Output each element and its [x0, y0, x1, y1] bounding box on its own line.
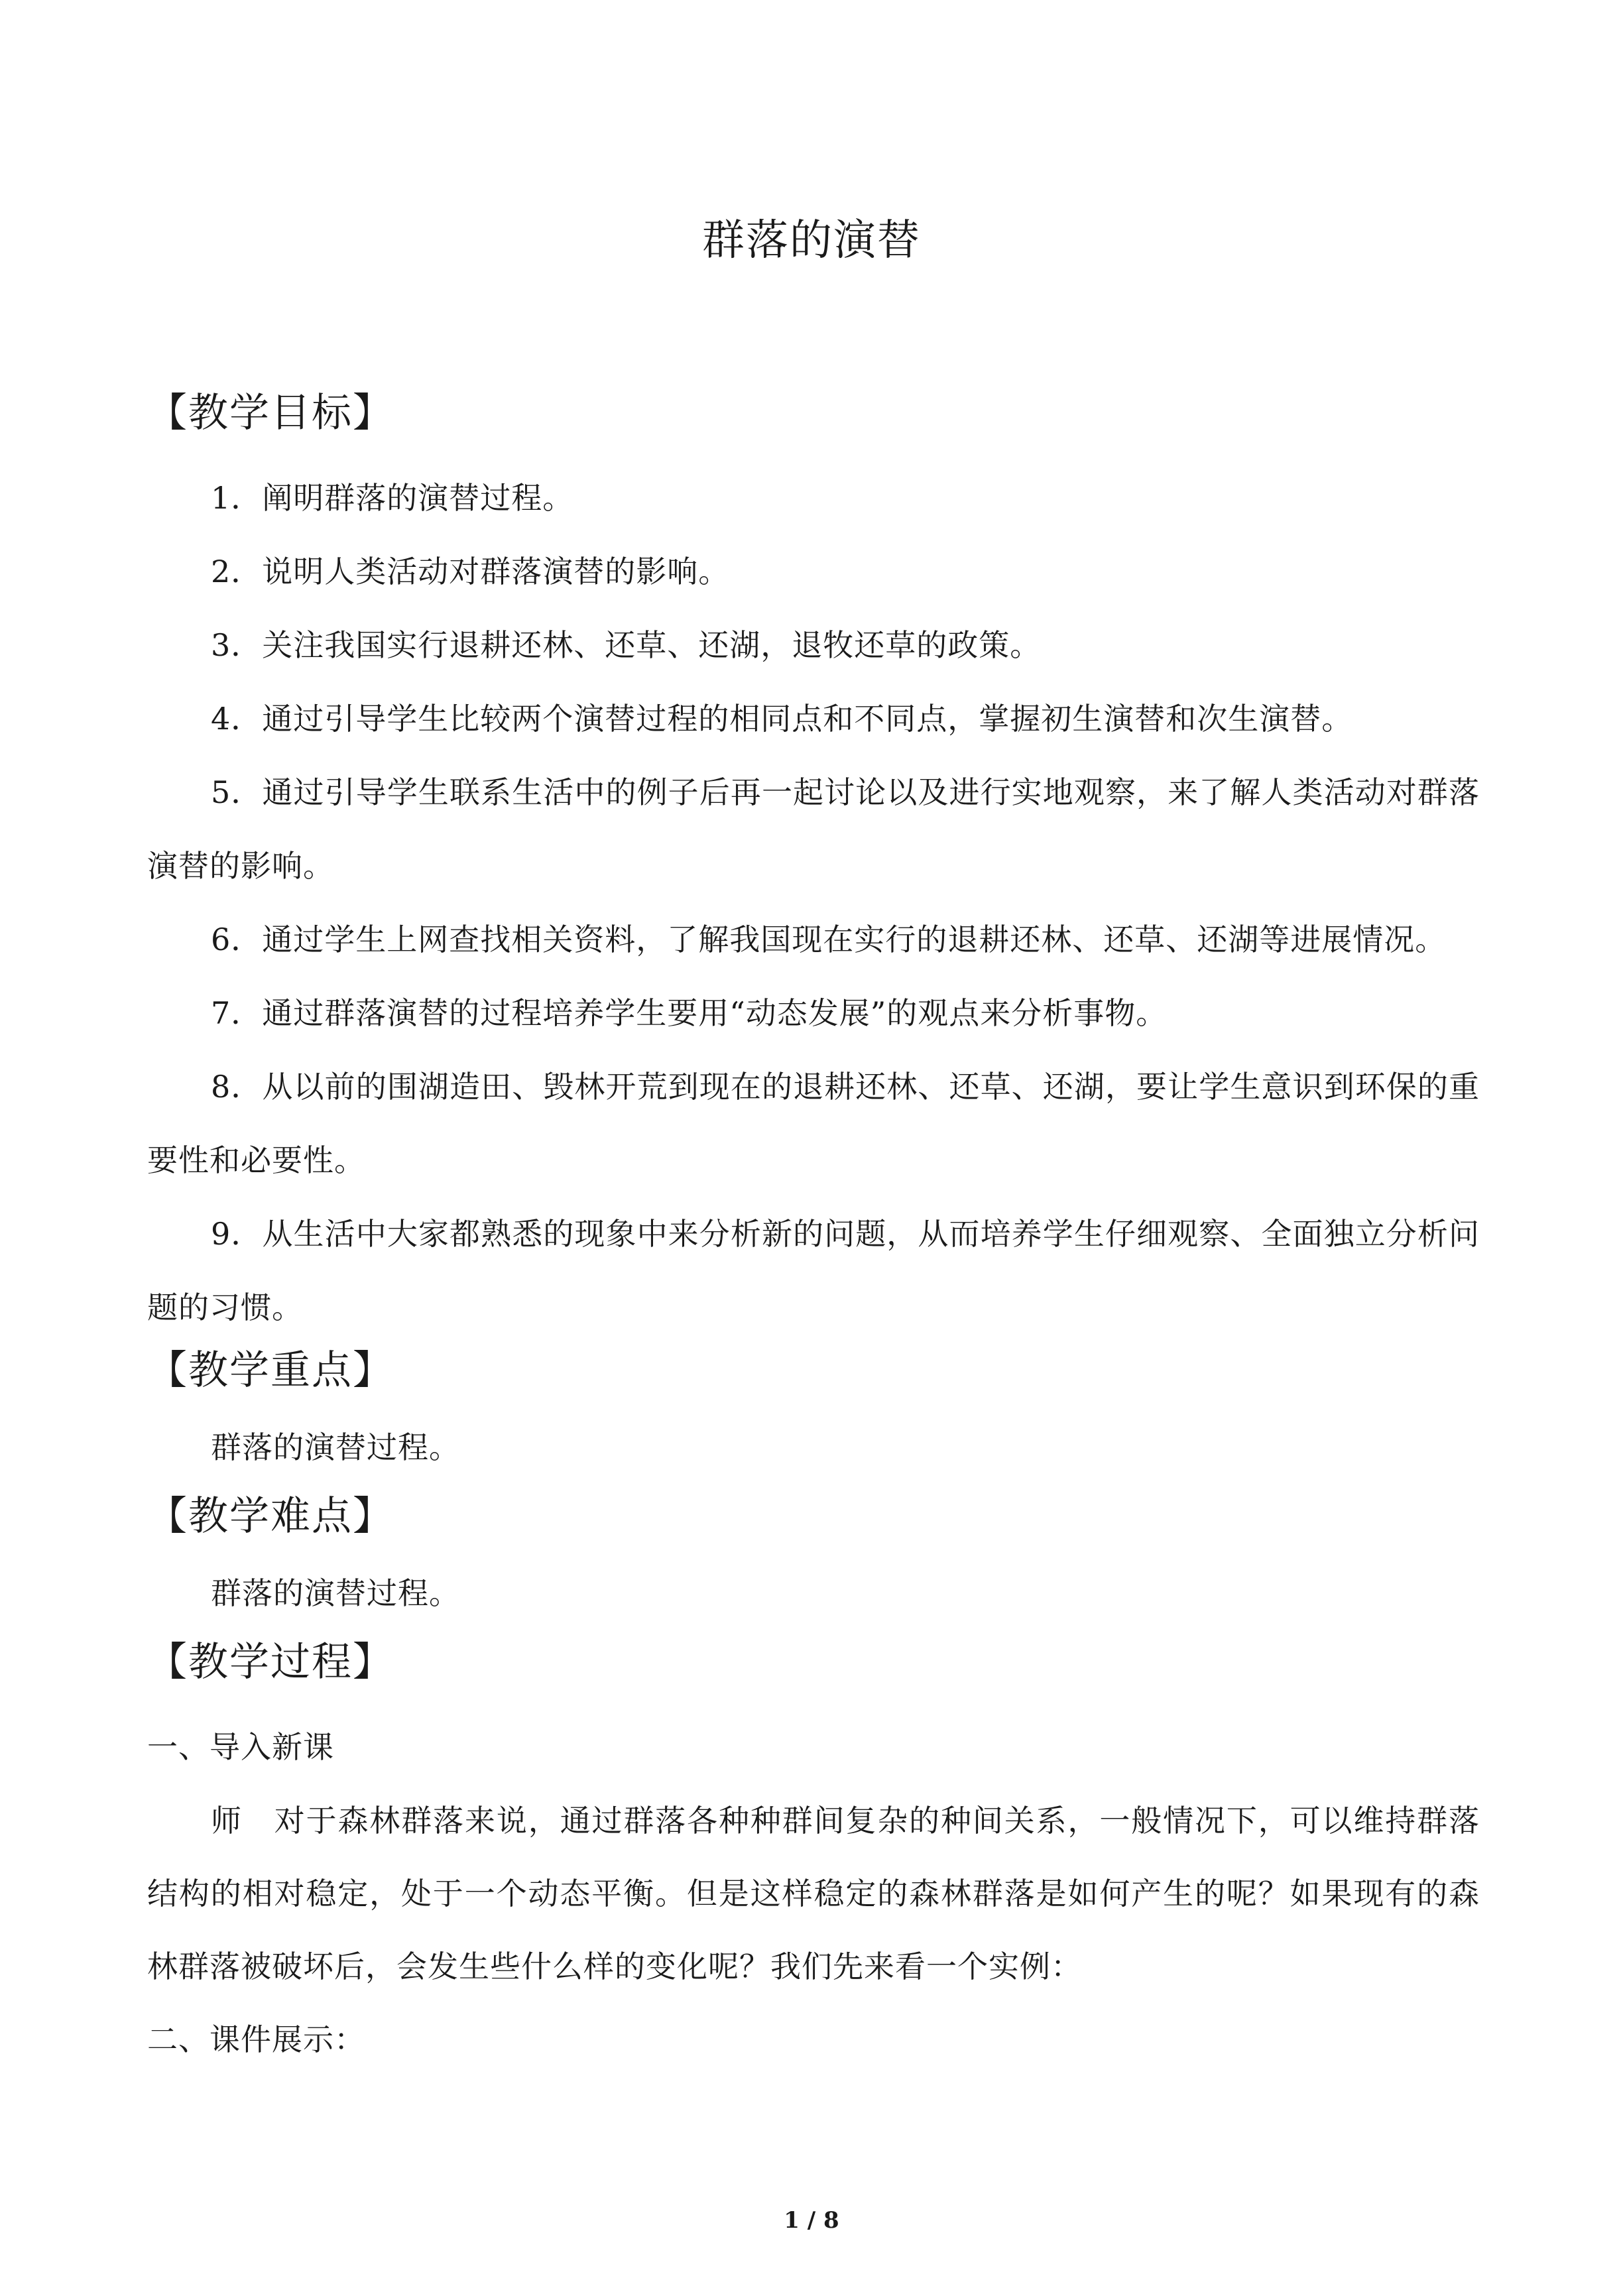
objective-item-1: 1．阐明群落的演替过程。: [211, 480, 574, 516]
intro-text: 师 对于森林群落来说，通过群落各种种群间复杂的种间关系，一般情况下，可以维持群落结构的相对稳定，处于一个动态平衡。但是这样稳定的森林群落是如何产生的呢？如果现有的森林群落被破坏后，会发生些什么样的变化呢？我们先来看一个实例：: [147, 1803, 1480, 1984]
objective-item-8: 8．从以前的围湖造田、毁林开荒到现在的退耕还林、还草、还湖，要让学生意识到环保的重要性和必要性。: [147, 1069, 1480, 1178]
process-heading: 【教学过程】: [147, 1639, 394, 1685]
intro-heading: 一、导入新课: [147, 1729, 334, 1765]
page-title: 群落的演替: [702, 216, 921, 265]
objective-item-2: 2．说明人类活动对群落演替的影响。: [211, 554, 730, 589]
objective-item-4: 4．通过引导学生比较两个演替过程的相同点和不同点，掌握初生演替和次生演替。: [211, 701, 1353, 737]
page-number: 1 / 8: [784, 2207, 839, 2234]
difficulty-heading: 【教学难点】: [147, 1493, 394, 1540]
courseware-heading: 二、课件展示：: [147, 2022, 365, 2057]
objective-item-7: 7．通过群落演替的过程培养学生要用“动态发展”的观点来分析事物。: [211, 995, 1168, 1031]
objective-item-6: 6．通过学生上网查找相关资料，了解我国现在实行的退耕还林、还草、还湖等进展情况。: [211, 922, 1447, 957]
objective-item-5: 5．通过引导学生联系生活中的例子后再一起讨论以及进行实地观察，来了解人类活动对群落演替的影响。: [147, 774, 1480, 884]
key-points-text: 群落的演替过程。: [211, 1429, 460, 1465]
key-points-heading: 【教学重点】: [147, 1347, 394, 1394]
objective-item-9: 9．从生活中大家都熟悉的现象中来分析新的问题，从而培养学生仔细观察、全面独立分析问题的习惯。: [147, 1216, 1480, 1325]
difficulty-text: 群落的演替过程。: [211, 1575, 460, 1611]
objective-item-3: 3．关注我国实行退耕还林、还草、还湖，退牧还草的政策。: [211, 627, 1042, 663]
objectives-heading: 【教学目标】: [147, 390, 394, 436]
